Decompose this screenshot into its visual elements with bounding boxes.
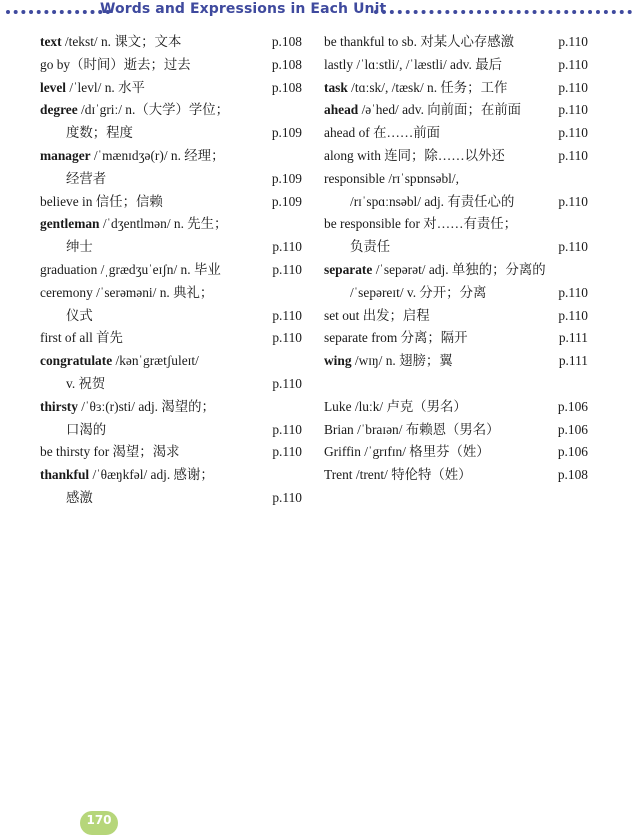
entry-definition: 仪式: [66, 307, 93, 323]
entry-text: [324, 54, 502, 77]
entry-continuation: [324, 236, 588, 259]
entry-text: [40, 350, 199, 373]
entry-page-ref: p.108: [271, 56, 302, 72]
entry-continuation: [40, 168, 302, 191]
entry-definition: /ˈθɜː(r)sti/ adj. 渴望的；: [77, 398, 215, 414]
entry-text: [40, 145, 224, 168]
entry-page-ref: p.110: [558, 284, 588, 300]
section-spacer: [324, 373, 588, 396]
entry-headword: degree: [40, 102, 78, 118]
entry-text: [350, 282, 486, 305]
entry-headword: Brian: [324, 421, 354, 437]
vocab-entry: [324, 419, 588, 442]
entry-definition: /trent/ 特伦特（姓）: [352, 467, 472, 483]
vocab-entry: [324, 327, 588, 350]
entry-text: [324, 213, 517, 236]
entry-page-ref: p.106: [557, 421, 588, 437]
vocab-entry: [324, 305, 588, 328]
entry-text: [40, 441, 179, 464]
entry-text: [40, 31, 181, 54]
header-dotted-rule-right: [374, 10, 632, 14]
vocab-entry: [40, 350, 302, 373]
entry-page-ref: p.110: [558, 79, 588, 95]
entry-definition: 经营者: [66, 170, 107, 186]
entry-headword: lastly: [324, 56, 354, 72]
entry-definition: 渴望；渴求: [109, 444, 180, 460]
entry-page-ref: p.110: [558, 102, 588, 118]
entry-text: [324, 31, 514, 54]
page-header: [0, 0, 640, 22]
entry-definition: /kənˈgrætʃuleɪt/: [112, 353, 199, 369]
entry-headword: thirsty: [40, 398, 78, 414]
entry-text: [66, 305, 93, 328]
entry-page-ref: p.110: [272, 489, 302, 505]
entry-continuation: [40, 487, 302, 510]
vocab-entry: [40, 259, 302, 282]
entry-headword: Luke: [324, 398, 352, 414]
entry-continuation: [40, 419, 302, 442]
entry-page-ref: p.110: [272, 261, 302, 277]
vocab-entry: [324, 259, 588, 282]
entry-text: [66, 122, 133, 145]
vocab-entry: [40, 145, 302, 168]
entry-text: [350, 236, 390, 259]
entry-continuation: [40, 373, 302, 396]
entry-text: [324, 419, 500, 442]
entry-text: [66, 419, 106, 442]
entry-definition: /ˈgrɪfɪn/ 格里芬（姓）: [360, 444, 490, 460]
entry-headword: be thankful to sb.: [324, 34, 417, 49]
entry-headword: thankful: [40, 467, 90, 483]
entry-headword: Trent: [324, 467, 353, 483]
vocab-entry: [40, 99, 302, 122]
entry-headword: believe in: [40, 193, 93, 209]
entry-text: [40, 396, 215, 419]
entry-definition: 对某人心存感激: [416, 34, 515, 49]
entry-definition: /ˈsepəreɪt/ v. 分开；分离: [350, 284, 487, 300]
entry-text: [324, 99, 521, 122]
entry-page-ref: p.106: [557, 398, 588, 414]
vocab-entry: [324, 213, 588, 236]
vocab-entry: [40, 213, 302, 236]
entry-text: [40, 99, 229, 122]
entry-page-ref: p.110: [558, 147, 588, 163]
entry-continuation: [40, 122, 302, 145]
entry-text: [40, 464, 214, 487]
entry-text: [40, 282, 213, 305]
entry-text: [66, 373, 105, 396]
entry-text: [40, 259, 221, 282]
entry-text: [324, 327, 468, 350]
entry-text: [40, 191, 163, 214]
entry-definition: /tɑːsk/, /tæsk/ n. 任务；工作: [347, 79, 508, 95]
entry-definition: /ˈdʒentlmən/ n. 先生；: [99, 216, 228, 232]
entry-definition: 口渴的: [66, 421, 107, 437]
vocab-entry: [40, 396, 302, 419]
vocab-entry: [40, 31, 302, 54]
entry-text: [324, 145, 505, 168]
right-column: [324, 31, 588, 487]
entry-page-ref: p.110: [558, 307, 588, 323]
entry-definition: /rɪˈspɒnsəbl/,: [385, 170, 459, 186]
entry-page-ref: p.110: [272, 421, 302, 437]
entry-page-ref: p.110: [272, 330, 302, 346]
entry-page-ref: p.110: [272, 375, 302, 391]
entry-text: [324, 441, 490, 464]
entry-text: [66, 487, 93, 510]
entry-text: [350, 191, 514, 214]
entry-headword: first of all: [40, 330, 93, 346]
entry-page-ref: p.109: [271, 170, 302, 186]
entry-page-ref: p.109: [271, 125, 302, 141]
entry-headword: set out: [324, 307, 360, 323]
vocab-entry: [324, 350, 588, 373]
entry-text: [324, 464, 472, 487]
vocab-entry: [324, 396, 588, 419]
vocab-entry: [324, 77, 588, 100]
entry-headword: gentleman: [40, 216, 100, 232]
page-number: 170: [86, 813, 112, 827]
entry-text: [324, 350, 453, 373]
entry-page-ref: p.106: [557, 444, 588, 460]
entry-definition: /ˈserəməni/ n. 典礼；: [92, 284, 214, 300]
entry-page-ref: p.108: [557, 467, 588, 483]
entry-headword: go by: [40, 56, 71, 72]
entry-text: [324, 168, 459, 191]
entry-page-ref: p.110: [558, 34, 588, 49]
entry-headword: along with: [324, 147, 381, 163]
vocab-entry: [40, 191, 302, 214]
entry-definition: /ˈlevl/ n. 水平: [66, 79, 145, 95]
entry-definition: 信任；信赖: [92, 193, 163, 209]
entry-text: [324, 396, 467, 419]
entry-text: [324, 77, 507, 100]
entry-definition: /əˈhed/ adv. 向前面；在前面: [358, 102, 521, 118]
entry-text: [40, 54, 191, 77]
entry-definition: /rɪˈspɑːnsəbl/ adj. 有责任心的: [350, 193, 515, 209]
entry-text: [40, 77, 145, 100]
vocab-entry: [40, 464, 302, 487]
vocab-entry: [40, 282, 302, 305]
vocab-entry: [324, 122, 588, 145]
header-title: Words and Expressions in Each Unit: [100, 1, 387, 17]
entry-headword: responsible: [324, 170, 385, 186]
entry-text: [324, 305, 430, 328]
entry-definition: /ˈmænɪdʒə(r)/ n. 经理；: [90, 147, 225, 163]
entry-headword: ahead: [324, 102, 359, 118]
entry-page-ref: p.110: [272, 239, 302, 255]
entry-headword: be responsible for: [324, 216, 420, 232]
entry-definition: /tekst/ n. 课文；文本: [61, 34, 182, 49]
entry-page-ref: p.110: [272, 444, 302, 460]
entry-definition: /ˌgrædʒuˈeɪʃn/ n. 毕业: [97, 261, 221, 277]
vocab-entry: [324, 464, 588, 487]
entry-page-ref: p.111: [558, 353, 588, 369]
vocab-entry: [324, 99, 588, 122]
entry-page-ref: p.110: [558, 193, 588, 209]
entry-definition: /ˈlɑːstli/, /ˈlæstli/ adv. 最后: [353, 56, 502, 72]
vocab-entry: [40, 77, 302, 100]
entry-headword: Griffin: [324, 444, 361, 460]
entry-text: [324, 122, 440, 145]
entry-page-ref: p.110: [558, 125, 588, 141]
entry-definition: 绅士: [66, 239, 93, 255]
entry-headword: ahead of: [324, 125, 370, 141]
vocab-entry: [324, 441, 588, 464]
entry-definition: 负责任: [350, 239, 391, 255]
vocab-entry: [324, 168, 588, 191]
vocab-entry: [324, 31, 588, 54]
entry-headword: separate: [324, 261, 373, 277]
entry-definition: /luːk/ 卢克（男名）: [351, 398, 467, 414]
entry-definition: 出发；启程: [359, 307, 430, 323]
entry-definition: 感激: [66, 489, 93, 505]
entry-headword: wing: [324, 353, 352, 369]
entry-definition: /ˈsepərət/ adj. 单独的；分离的: [372, 261, 546, 277]
entry-text: [40, 327, 123, 350]
entry-text: [66, 236, 93, 259]
entry-page-ref: p.108: [271, 79, 302, 95]
entry-definition: /ˈθæŋkfəl/ adj. 感谢；: [89, 467, 214, 483]
entry-definition: /ˈbraɪən/ 布赖恩（男名）: [353, 421, 500, 437]
vocab-entry: [40, 54, 302, 77]
entry-continuation: [40, 305, 302, 328]
vocab-entry: [40, 327, 302, 350]
entry-headword: level: [40, 79, 67, 95]
entry-definition: 分离；隔开: [397, 330, 468, 346]
entry-definition: 在……前面: [369, 125, 441, 141]
entry-page-ref: p.110: [558, 56, 588, 72]
entry-headword: task: [324, 79, 348, 95]
entry-headword: text: [40, 34, 62, 49]
entry-text: [40, 213, 227, 236]
entry-page-ref: p.110: [272, 307, 302, 323]
entry-page-ref: p.111: [558, 330, 588, 346]
entry-headword: be thirsty for: [40, 444, 110, 460]
header-dotted-rule-left: [6, 10, 110, 14]
entry-page-ref: p.110: [558, 239, 588, 255]
entry-headword: separate from: [324, 330, 398, 346]
entry-text: [66, 168, 106, 191]
entry-headword: manager: [40, 147, 91, 163]
entry-definition: 度数；程度: [66, 125, 133, 141]
entry-definition: 连同；除……以外还: [380, 147, 505, 163]
entry-headword: congratulate: [40, 353, 113, 369]
entry-definition: （时间）逝去；过去: [70, 56, 191, 72]
vocab-entry: [40, 441, 302, 464]
entry-headword: ceremony: [40, 284, 93, 300]
vocab-entry: [324, 54, 588, 77]
entry-definition: 对……有责任；: [419, 216, 518, 232]
page-number-badge: [80, 811, 118, 835]
entry-continuation: [324, 191, 588, 214]
entry-page-ref: p.108: [271, 34, 302, 49]
entry-definition: /dɪˈgriː/ n.（大学）学位；: [77, 102, 230, 118]
entry-page-ref: p.109: [271, 193, 302, 209]
entry-text: [324, 259, 546, 282]
entry-continuation: [40, 236, 302, 259]
entry-definition: 首先: [92, 330, 123, 346]
vocab-entry: [324, 145, 588, 168]
entry-definition: v. 祝贺: [66, 375, 106, 391]
entry-definition: /wɪŋ/ n. 翅膀；翼: [351, 353, 453, 369]
entry-headword: graduation: [40, 261, 98, 277]
entry-continuation: [324, 282, 588, 305]
left-column: [40, 31, 302, 510]
